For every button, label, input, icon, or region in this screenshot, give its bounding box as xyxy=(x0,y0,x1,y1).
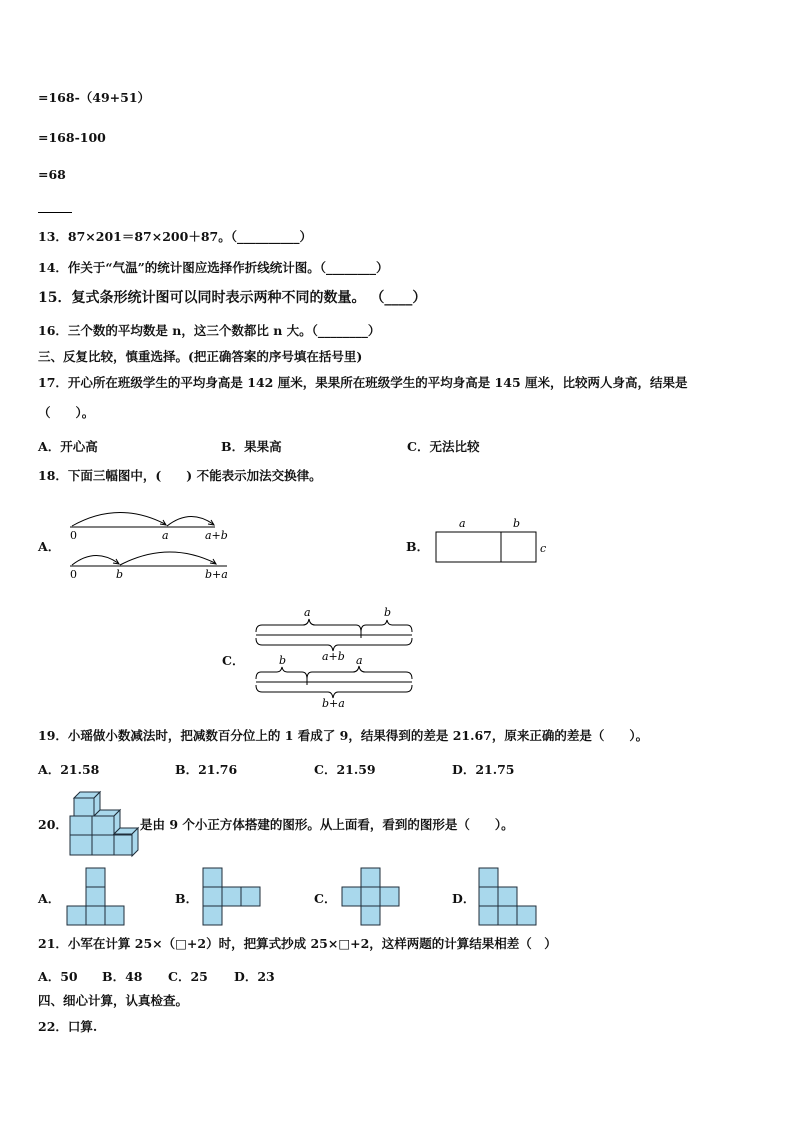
q20-label-c: C． xyxy=(314,891,337,906)
q21-option-d: D．23 xyxy=(234,969,275,984)
section-4-heading: 四、细心计算，认真检查。 xyxy=(38,993,189,1008)
question-21: 21．小军在计算 25×（□+2）时，把算式抄成 25×□+2，这样两题的计算结果相差（ ） xyxy=(38,936,557,951)
q18a-bpa-label: b+a xyxy=(205,568,228,581)
q18b-a-label: a xyxy=(459,517,466,530)
section-3-heading: 三、反复比较，慎重选择。(把正确答案的序号填在括号里) xyxy=(38,349,363,364)
calc-line-1: =168-（49+51） xyxy=(38,90,151,105)
q18a-zero-2: 0 xyxy=(70,568,77,581)
q20-label-d: D． xyxy=(452,891,476,906)
question-14: 14．作关于“气温”的统计图应选择作折线统计图。（________） xyxy=(38,260,389,275)
q18a-a-label: a xyxy=(162,529,169,542)
q21-option-c: C．25 xyxy=(168,969,208,984)
q17-option-b: B．果果高 xyxy=(221,439,282,454)
q18c-b-top: b xyxy=(384,606,392,619)
q19-option-d: D．21.75 xyxy=(452,762,515,777)
q19-option-b: B．21.76 xyxy=(175,762,238,777)
question-15: 15．复式条形统计图可以同时表示两种不同的数量。 （____） xyxy=(38,290,427,306)
q18-label-a: A． xyxy=(38,539,61,554)
q18a-zero-1: 0 xyxy=(70,529,77,542)
q20-option-d-figure xyxy=(0,0,1,1)
question-18: 18．下面三幅图中，( ) 不能表示加法交换律。 xyxy=(38,468,322,483)
q21-option-b: B．48 xyxy=(102,969,143,984)
question-20-text: 是由 9 个小正方体搭建的图形。从上面看，看到的图形是（ ）。 xyxy=(140,817,514,832)
q18b-b-label: b xyxy=(513,517,521,530)
q20-label-b: B． xyxy=(175,891,199,906)
divider xyxy=(38,212,72,213)
q20-label-a: A． xyxy=(38,891,61,906)
calc-line-3: =68 xyxy=(38,167,66,182)
q19-option-a: A．21.58 xyxy=(38,762,100,777)
question-17-paren: （ ）。 xyxy=(38,405,95,420)
question-16: 16．三个数的平均数是 n，这三个数都比 n 大。（________） xyxy=(38,323,381,338)
q17-option-c: C．无法比较 xyxy=(407,439,480,454)
q18c-b-bottom: b xyxy=(279,654,287,667)
q18a-b-label: b xyxy=(116,568,124,581)
q17-option-a: A．开心高 xyxy=(38,439,98,454)
question-19: 19．小瑶做小数减法时，把减数百分位上的 1 看成了 9，结果得到的差是 21.67，原来正确的差是（ ）。 xyxy=(38,728,649,743)
calc-line-2: =168-100 xyxy=(38,130,106,145)
q18c-a-top: a xyxy=(304,606,311,619)
q19-option-c: C．21.59 xyxy=(314,762,376,777)
question-17: 17．开心所在班级学生的平均身高是 142 厘米，果果所在班级学生的平均身高是 145 厘米，比较两人身高，结果是 xyxy=(38,375,688,390)
q18c-apb-label: a+b xyxy=(322,650,345,663)
q18c-a-bottom: a xyxy=(356,654,363,667)
q21-option-a: A．50 xyxy=(38,969,78,984)
q18a-apb-label: a+b xyxy=(205,529,228,542)
q18b-c-label: c xyxy=(540,542,547,555)
question-13: 13．87×201＝87×200＋87。（__________） xyxy=(38,229,312,244)
q18c-bpa-label: b+a xyxy=(322,697,345,710)
q18-label-c: C． xyxy=(222,653,245,668)
question-22: 22．口算. xyxy=(38,1019,98,1034)
q18-label-b: B． xyxy=(406,539,430,554)
question-20-number: 20． xyxy=(38,817,68,832)
